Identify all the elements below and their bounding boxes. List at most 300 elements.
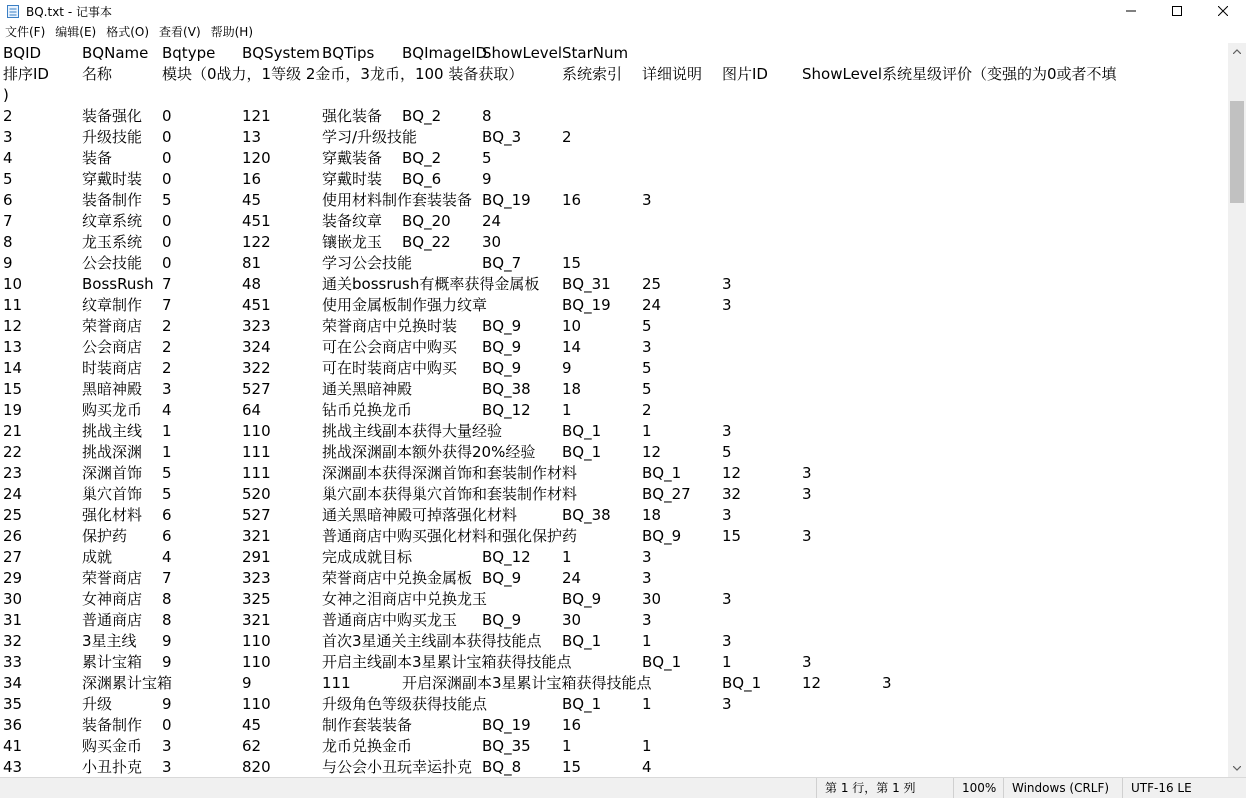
text-cell: 深渊副本获得深渊首饰和套装制作材料 (322, 464, 578, 482)
text-cell: 3 (642, 569, 652, 587)
scroll-down-button[interactable] (1228, 760, 1246, 777)
text-editor[interactable] (0, 43, 1228, 777)
text-cell: BQ_9 (482, 338, 522, 356)
text-line (0, 568, 1228, 589)
text-cell: 镶嵌龙玉 (322, 233, 383, 251)
menu-format[interactable]: 格式(O) (106, 25, 150, 39)
minimize-icon (1126, 6, 1136, 16)
text-cell: 龙币兑换金币 (322, 737, 413, 755)
menu-edit[interactable]: 编辑(E) (55, 25, 97, 39)
text-cell: 9 (482, 170, 492, 188)
text-line (0, 463, 1228, 484)
text-cell: BQImageID (402, 44, 488, 62)
text-cell: 龙玉系统 (82, 233, 143, 251)
text-cell: 14 (3, 359, 23, 377)
text-cell: 15 (562, 758, 582, 776)
text-cell: 527 (242, 506, 271, 524)
text-cell: 15 (722, 527, 742, 545)
text-cell: 强化装备 (322, 107, 383, 125)
text-cell: 名称 (82, 65, 113, 83)
text-cell: BQ_7 (482, 254, 522, 272)
text-line (0, 694, 1228, 715)
text-cell: BQ_9 (642, 527, 682, 545)
text-cell: 模块（0战力，1等级 2金币，3龙币，100 装备获取） (162, 65, 524, 83)
text-line (0, 190, 1228, 211)
text-cell: 1 (642, 737, 652, 755)
text-cell: 9 (562, 359, 572, 377)
text-cell: 深渊首饰 (82, 464, 143, 482)
menu-view[interactable]: 查看(V) (159, 25, 201, 39)
text-cell: 5 (642, 317, 652, 335)
text-cell: 5 (722, 443, 732, 461)
text-cell: 纹章系统 (82, 212, 143, 230)
text-cell: 5 (642, 380, 652, 398)
text-cell: 3 (722, 296, 732, 314)
text-cell: 29 (3, 569, 23, 587)
text-cell: 31 (3, 611, 23, 629)
text-cell: 9 (162, 653, 172, 671)
text-cell: 可在时装商店中购买 (322, 359, 458, 377)
text-cell: 使用金属板制作强力纹章 (322, 296, 488, 314)
text-cell: 系统索引 (562, 65, 623, 83)
text-line (0, 169, 1228, 190)
text-cell: 110 (242, 695, 271, 713)
text-cell: BQ_19 (482, 716, 531, 734)
text-cell: 购买龙币 (82, 401, 143, 419)
text-cell: 8 (3, 233, 13, 251)
text-cell: 成就 (82, 548, 113, 566)
text-cell: 24 (482, 212, 502, 230)
text-cell: 19 (3, 401, 23, 419)
text-cell: 30 (482, 233, 502, 251)
text-cell: 1 (722, 653, 732, 671)
text-cell: BQ_38 (562, 506, 611, 524)
text-cell: 荣誉商店中兑换金属板 (322, 569, 473, 587)
cursor-position: 第 1 行，第 1 列 (816, 778, 916, 798)
text-cell: 3 (722, 632, 732, 650)
text-cell: BQ_19 (482, 191, 531, 209)
notepad-icon (6, 3, 20, 19)
text-cell: 6 (162, 506, 172, 524)
text-cell: 3 (722, 506, 732, 524)
text-cell: 45 (242, 191, 262, 209)
text-cell: 36 (3, 716, 23, 734)
text-cell: 2 (3, 107, 13, 125)
text-cell: 24 (3, 485, 23, 503)
text-cell: 5 (162, 485, 172, 503)
text-cell: 30 (642, 590, 662, 608)
text-cell: BQ_20 (402, 212, 451, 230)
chevron-up-icon (1233, 49, 1241, 54)
text-cell: 0 (162, 254, 172, 272)
text-line (0, 715, 1228, 736)
text-cell: 5 (162, 191, 172, 209)
text-cell: 25 (3, 506, 23, 524)
text-cell: 18 (642, 506, 662, 524)
text-cell: BQ_1 (562, 695, 602, 713)
text-cell: BQ_1 (562, 632, 602, 650)
encoding: UTF-16 LE (1122, 778, 1192, 798)
text-cell: 3 (802, 464, 812, 482)
text-cell: 通关黑暗神殿可掉落强化材料 (322, 506, 518, 524)
text-cell: 820 (242, 758, 271, 776)
text-line (0, 652, 1228, 673)
window-title: BQ.txt - 记事本 (26, 4, 112, 19)
text-cell: 系统星级评价（变强的为0或者不填 (882, 65, 1117, 83)
text-cell: 详细说明 (642, 65, 703, 83)
text-cell: 0 (162, 716, 172, 734)
text-cell: 3 (642, 191, 652, 209)
text-line (0, 547, 1228, 568)
text-cell: BQ_9 (482, 569, 522, 587)
text-cell: 3 (722, 422, 732, 440)
title-bar (0, 0, 1246, 22)
text-cell: 巢穴首饰 (82, 485, 143, 503)
text-cell: 女神商店 (82, 590, 143, 608)
text-line (0, 43, 1228, 64)
text-line (0, 757, 1228, 777)
text-cell: 3 (802, 527, 812, 545)
maximize-icon (1172, 6, 1182, 16)
text-cell: 0 (162, 128, 172, 146)
text-cell: 3 (642, 611, 652, 629)
status-bar (0, 777, 1246, 798)
text-cell: 8 (162, 611, 172, 629)
text-cell: 110 (242, 653, 271, 671)
text-cell: 527 (242, 380, 271, 398)
text-cell: 时装商店 (82, 359, 143, 377)
text-cell: 挑战深渊副本额外获得20%经验 (322, 443, 536, 461)
text-cell: 323 (242, 569, 271, 587)
text-line (0, 484, 1228, 505)
text-line (0, 631, 1228, 652)
text-cell: 装备强化 (82, 107, 143, 125)
text-cell: 4 (162, 401, 172, 419)
text-cell: BQ_12 (482, 548, 531, 566)
text-line (0, 274, 1228, 295)
zoom-level: 100% (953, 778, 996, 798)
text-cell: 23 (3, 464, 23, 482)
text-cell: 小丑扑克 (82, 758, 143, 776)
text-cell: BQSystem (242, 44, 321, 62)
text-cell: 6 (162, 527, 172, 545)
text-cell: 7 (162, 296, 172, 314)
text-cell: 27 (3, 548, 23, 566)
text-cell: 33 (3, 653, 23, 671)
text-line (0, 610, 1228, 631)
text-cell: 2 (162, 338, 172, 356)
text-cell: BQTips (322, 44, 375, 62)
text-line (0, 295, 1228, 316)
text-cell: 3 (642, 548, 652, 566)
text-cell: 3 (162, 737, 172, 755)
text-cell: 323 (242, 317, 271, 335)
text-cell: BQ_9 (482, 317, 522, 335)
text-cell: 装备制作 (82, 191, 143, 209)
text-cell: 2 (162, 317, 172, 335)
text-cell: BQ_31 (562, 275, 611, 293)
text-cell: 12 (722, 464, 742, 482)
text-cell: 与公会小丑玩幸运扑克 (322, 758, 473, 776)
text-cell: 1 (642, 695, 652, 713)
text-cell: 48 (242, 275, 262, 293)
text-cell: 3 (802, 653, 812, 671)
text-cell: BQ_22 (402, 233, 451, 251)
text-cell: 8 (482, 107, 492, 125)
text-cell: 9 (242, 674, 252, 692)
text-cell: 巢穴副本获得巢穴首饰和套装制作材料 (322, 485, 578, 503)
text-cell: 12 (802, 674, 822, 692)
text-cell: 挑战主线副本获得大量经验 (322, 422, 503, 440)
text-cell: 24 (642, 296, 662, 314)
text-cell: 开启主线副本3星累计宝箱获得技能点 (322, 653, 572, 671)
text-cell: 7 (162, 569, 172, 587)
text-cell: 普通商店 (82, 611, 143, 629)
text-cell: 钻币兑换龙币 (322, 401, 413, 419)
text-cell: 黑暗神殿 (82, 380, 143, 398)
text-line (0, 253, 1228, 274)
text-cell: 62 (242, 737, 262, 755)
text-cell: BQ_1 (562, 443, 602, 461)
text-cell: 325 (242, 590, 271, 608)
text-cell: BQ_2 (402, 149, 442, 167)
text-cell: BQ_1 (642, 464, 682, 482)
text-cell: 81 (242, 254, 262, 272)
text-cell: 0 (162, 212, 172, 230)
text-cell: BQ_12 (482, 401, 531, 419)
text-cell: 1 (162, 443, 172, 461)
text-cell: 18 (562, 380, 582, 398)
text-cell: 公会商店 (82, 338, 143, 356)
text-cell: 30 (3, 590, 23, 608)
text-cell: BQ_1 (562, 422, 602, 440)
maximize-button[interactable] (1154, 0, 1200, 22)
text-cell: 3 (162, 758, 172, 776)
text-cell: 学习/升级技能 (322, 128, 418, 146)
text-cell: 学习公会技能 (322, 254, 413, 272)
text-cell: BQ_9 (482, 611, 522, 629)
editor-content (0, 43, 1228, 777)
text-cell: 5 (162, 464, 172, 482)
text-cell: 普通商店中购买龙玉 (322, 611, 458, 629)
text-cell: 荣誉商店中兑换时装 (322, 317, 458, 335)
text-cell: 使用材料制作套装装备 (322, 191, 473, 209)
text-cell: 1 (642, 422, 652, 440)
text-cell: 装备制作 (82, 716, 143, 734)
text-cell: 10 (3, 275, 23, 293)
text-cell: 3 (882, 674, 892, 692)
text-cell: 41 (3, 737, 23, 755)
text-cell: 4 (3, 149, 13, 167)
text-line (0, 589, 1228, 610)
scroll-up-button[interactable] (1228, 43, 1246, 60)
text-cell: 8 (162, 590, 172, 608)
text-cell: 5 (642, 359, 652, 377)
text-cell: 451 (242, 212, 271, 230)
text-cell: 排序ID (3, 65, 49, 83)
text-cell: BQ_27 (642, 485, 691, 503)
text-cell: 520 (242, 485, 271, 503)
text-cell: 12 (3, 317, 23, 335)
text-line (0, 379, 1228, 400)
minimize-button[interactable] (1108, 0, 1154, 22)
text-cell: 4 (642, 758, 652, 776)
text-cell: 3 (722, 695, 732, 713)
text-cell: 12 (642, 443, 662, 461)
text-line (0, 232, 1228, 253)
text-cell: 1 (562, 401, 572, 419)
text-cell: 16 (562, 191, 582, 209)
text-cell: 普通商店中购买强化材料和强化保护药 (322, 527, 578, 545)
text-cell: 首次3星通关主线副本获得技能点 (322, 632, 542, 650)
text-cell: 43 (3, 758, 23, 776)
text-cell: Bqtype (162, 44, 216, 62)
text-cell: 15 (3, 380, 23, 398)
text-cell: 111 (242, 464, 271, 482)
text-cell: 7 (3, 212, 13, 230)
text-cell: 64 (242, 401, 262, 419)
text-cell: 0 (162, 149, 172, 167)
text-cell: 1 (562, 548, 572, 566)
text-cell: 升级角色等级获得技能点 (322, 695, 488, 713)
text-line (0, 400, 1228, 421)
text-cell: 15 (562, 254, 582, 272)
text-cell: 16 (242, 170, 262, 188)
text-cell: BossRush (82, 275, 154, 293)
text-cell: 6 (3, 191, 13, 209)
text-cell: 110 (242, 422, 271, 440)
text-cell: BQ_2 (402, 107, 442, 125)
text-cell: 7 (162, 275, 172, 293)
text-cell: 22 (3, 443, 23, 461)
line-ending: Windows (CRLF) (1003, 778, 1109, 798)
text-cell: 0 (162, 233, 172, 251)
text-cell: 24 (562, 569, 582, 587)
text-cell: 开启深渊副本3星累计宝箱获得技能点 (402, 674, 652, 692)
text-cell: 10 (562, 317, 582, 335)
menu-help[interactable]: 帮助(H) (210, 25, 254, 39)
text-cell: 强化材料 (82, 506, 143, 524)
text-cell: 32 (3, 632, 23, 650)
text-cell: 34 (3, 674, 23, 692)
text-cell: 5 (482, 149, 492, 167)
text-cell: 穿戴时装 (322, 170, 383, 188)
text-cell: 3 (3, 128, 13, 146)
text-cell: 324 (242, 338, 271, 356)
text-cell: 4 (162, 548, 172, 566)
text-cell: 122 (242, 233, 271, 251)
text-cell: BQ_35 (482, 737, 531, 755)
text-line (0, 337, 1228, 358)
text-cell: 13 (242, 128, 262, 146)
text-line (0, 211, 1228, 232)
text-cell: 110 (242, 632, 271, 650)
text-cell: 9 (3, 254, 13, 272)
text-cell: 3 (642, 338, 652, 356)
text-cell: 16 (562, 716, 582, 734)
text-cell: 升级技能 (82, 128, 143, 146)
text-line (0, 316, 1228, 337)
text-cell: 5 (3, 170, 13, 188)
text-cell: 累计宝箱 (82, 653, 143, 671)
text-cell: BQ_8 (482, 758, 522, 776)
text-cell: 3 (162, 380, 172, 398)
text-cell: 制作套装装备 (322, 716, 413, 734)
text-cell: BQ_38 (482, 380, 531, 398)
text-line (0, 358, 1228, 379)
text-cell: BQ_9 (482, 359, 522, 377)
text-cell: 可在公会商店中购买 (322, 338, 458, 356)
text-cell: BQ_9 (562, 590, 602, 608)
text-line (0, 85, 1228, 106)
text-cell: 32 (722, 485, 742, 503)
text-cell: 9 (162, 695, 172, 713)
text-cell: 0 (162, 107, 172, 125)
close-button[interactable] (1200, 0, 1246, 22)
menu-bar (0, 22, 1246, 42)
text-cell: 穿戴装备 (322, 149, 383, 167)
text-cell: 0 (162, 170, 172, 188)
text-cell: 保护药 (82, 527, 128, 545)
text-cell: ShowLevel (802, 65, 883, 83)
text-line (0, 526, 1228, 547)
text-cell: 挑战深渊 (82, 443, 143, 461)
text-cell: 30 (562, 611, 582, 629)
text-cell: 装备 (82, 149, 113, 167)
text-cell: 11 (3, 296, 23, 314)
text-cell: 111 (242, 443, 271, 461)
text-cell: 13 (3, 338, 23, 356)
text-line (0, 148, 1228, 169)
text-line (0, 736, 1228, 757)
chevron-down-icon (1233, 766, 1241, 771)
text-cell: 2 (562, 128, 572, 146)
close-icon (1218, 6, 1228, 16)
text-cell: 14 (562, 338, 582, 356)
text-cell: 图片ID (722, 65, 768, 83)
menu-file[interactable]: 文件(F) (5, 25, 46, 39)
text-cell: BQID (3, 44, 42, 62)
text-cell: 1 (642, 632, 652, 650)
text-cell: 3 (722, 590, 732, 608)
text-cell: 121 (242, 107, 271, 125)
text-cell: 2 (162, 359, 172, 377)
text-cell: 购买金币 (82, 737, 143, 755)
text-cell: StarNum (562, 44, 629, 62)
text-cell: 321 (242, 611, 271, 629)
text-cell: ShowLevel (482, 44, 563, 62)
text-cell: 穿戴时装 (82, 170, 143, 188)
text-cell: 322 (242, 359, 271, 377)
text-cell: 1 (562, 737, 572, 755)
text-line (0, 127, 1228, 148)
text-line (0, 64, 1228, 85)
text-cell: 2 (642, 401, 652, 419)
scrollbar-thumb[interactable] (1230, 101, 1244, 203)
text-cell: 女神之泪商店中兑换龙玉 (322, 590, 488, 608)
text-cell: BQName (82, 44, 149, 62)
text-line (0, 505, 1228, 526)
text-cell: 荣誉商店 (82, 569, 143, 587)
text-cell: 26 (3, 527, 23, 545)
text-cell: 21 (3, 422, 23, 440)
text-cell: 3 (802, 485, 812, 503)
text-cell: 111 (322, 674, 351, 692)
text-line (0, 106, 1228, 127)
vertical-scrollbar[interactable] (1228, 43, 1246, 777)
text-line (0, 421, 1228, 442)
text-line (0, 673, 1228, 694)
